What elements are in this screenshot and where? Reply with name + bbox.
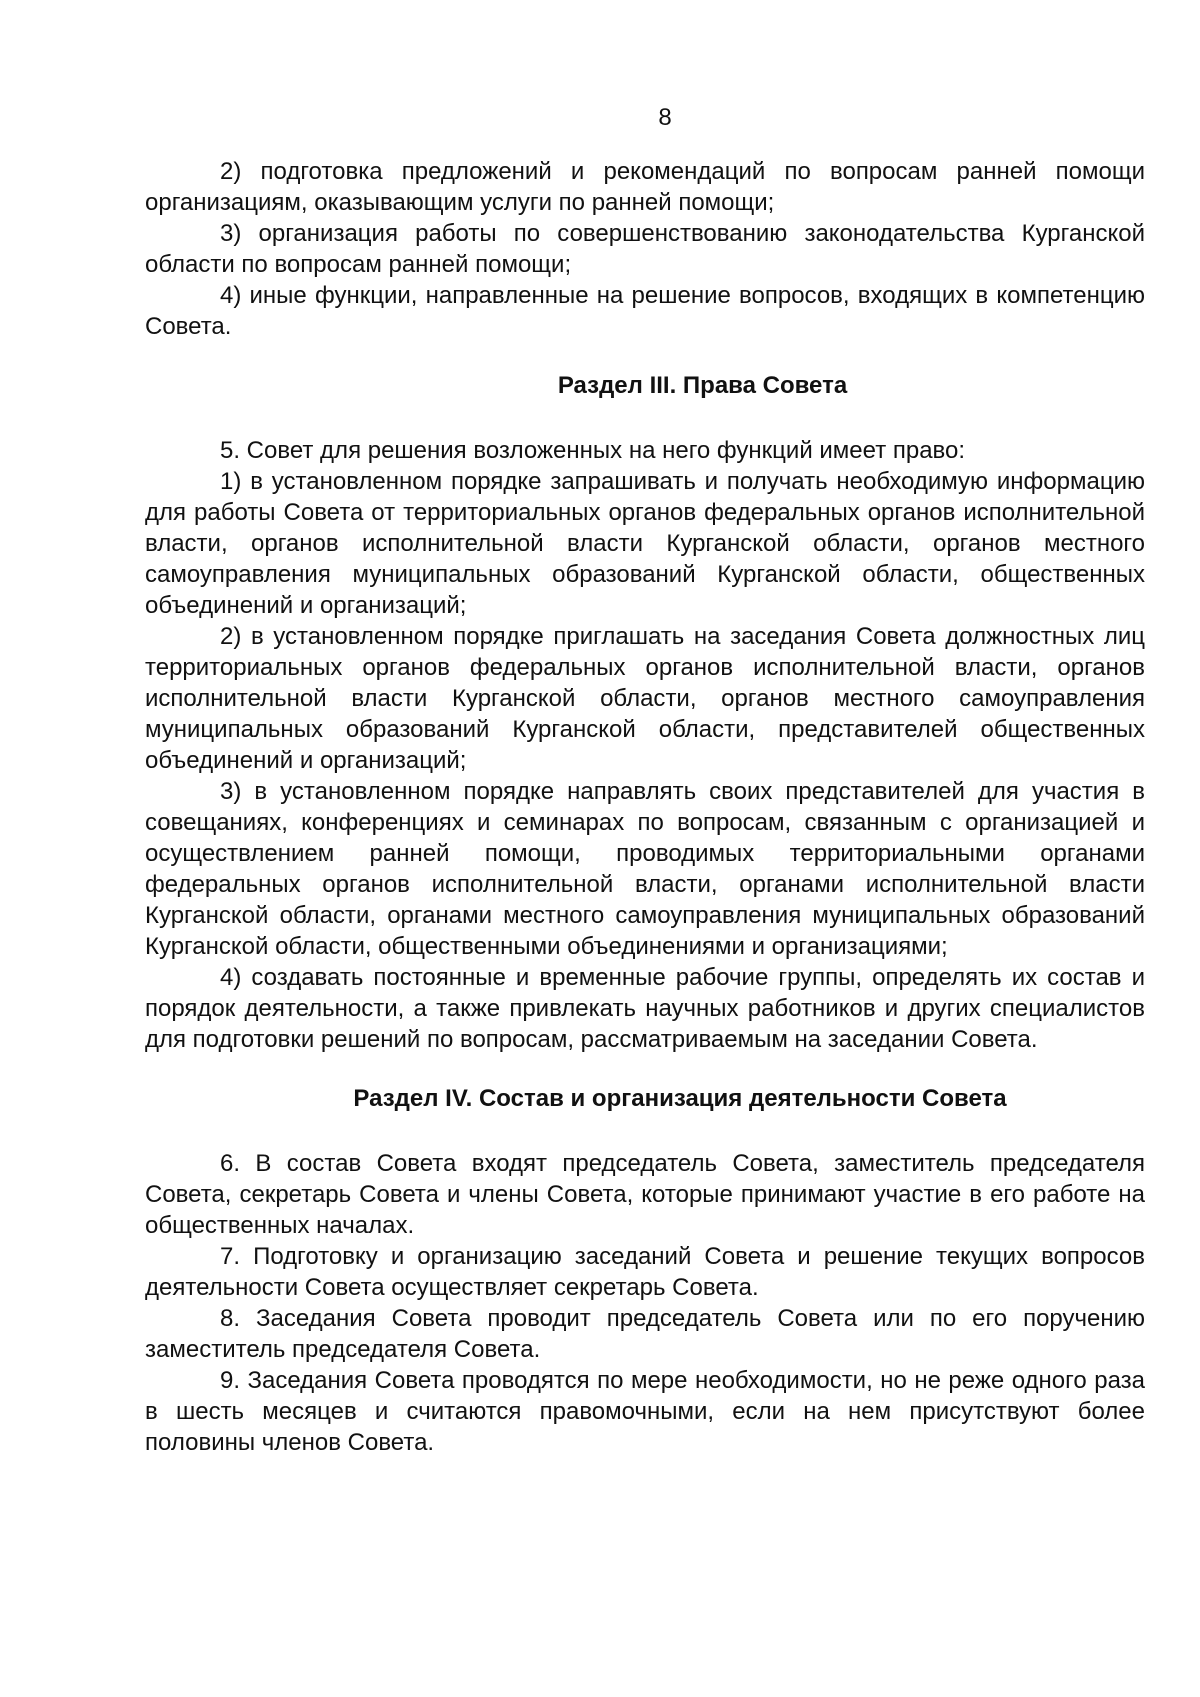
paragraph-5-item-3: 3) в установленном порядке направлять своих представителей для участия в совещаниях, конференциях и семинарах по вопросам, связанным с организацией и осуществлением ранней помощи, проводимых территориальными органами федеральных органов исполнительной власти, органами исполнительной власти Курганской области, органами местного самоуправления муниципальных образований Курганской области, общественными объединениями и организациями;: [145, 778, 1145, 960]
paragraph-item-2: 2) подготовка предложений и рекомендаций по вопросам ранней помощи организациям, оказывающим услуги по ранней помощи;: [145, 158, 1145, 216]
paragraph-item-4: 4) иные функции, направленные на решение вопросов, входящих в компетенцию Совета.: [145, 282, 1145, 340]
paragraph-5-item-1: 1) в установленном порядке запрашивать и получать необходимую информацию для работы Совета от территориальных органов федеральных органов исполнительной власти, органов исполнительной власти Курганской области, органов местного самоуправления муниципальных образований Курганской области, общественных объединений и организаций;: [145, 468, 1145, 619]
paragraph-8: 8. Заседания Совета проводит председатель Совета или по его поручению заместитель председателя Совета.: [145, 1305, 1145, 1363]
section-4-heading: Раздел IV. Состав и организация деятельности Совета: [353, 1085, 1007, 1112]
paragraph-5-intro: 5. Совет для решения возложенных на него функций имеет право:: [220, 437, 966, 464]
paragraph-7: 7. Подготовку и организацию заседаний Совета и решение текущих вопросов деятельности Совета осуществляет секретарь Совета.: [145, 1243, 1145, 1301]
paragraph-6: 6. В состав Совета входят председатель Совета, заместитель председателя Совета, секретарь Совета и члены Совета, которые принимают участие в его работе на общественных началах.: [145, 1150, 1145, 1239]
paragraph-item-3: 3) организация работы по совершенствованию законодательства Курганской области по вопросам ранней помощи;: [145, 220, 1145, 278]
paragraph-5-item-2: 2) в установленном порядке приглашать на заседания Совета должностных лиц территориальных органов федеральных органов исполнительной власти, органов исполнительной власти Курганской области, органов местного самоуправления муниципальных образований Курганской области, представителей общественных объединений и организаций;: [145, 623, 1145, 774]
paragraph-9: 9. Заседания Совета проводятся по мере необходимости, но не реже одного раза в шесть месяцев и считаются правомочными, если на нем присутствуют более половины членов Совета.: [145, 1367, 1145, 1456]
paragraph-5-item-4: 4) создавать постоянные и временные рабочие группы, определять их состав и порядок деятельности, а также привлекать научных работников и других специалистов для подготовки решений по вопросам, рассматриваемым на заседании Совета.: [145, 964, 1145, 1053]
page-number: 8: [658, 104, 672, 131]
section-3-heading: Раздел III. Права Совета: [557, 372, 848, 399]
